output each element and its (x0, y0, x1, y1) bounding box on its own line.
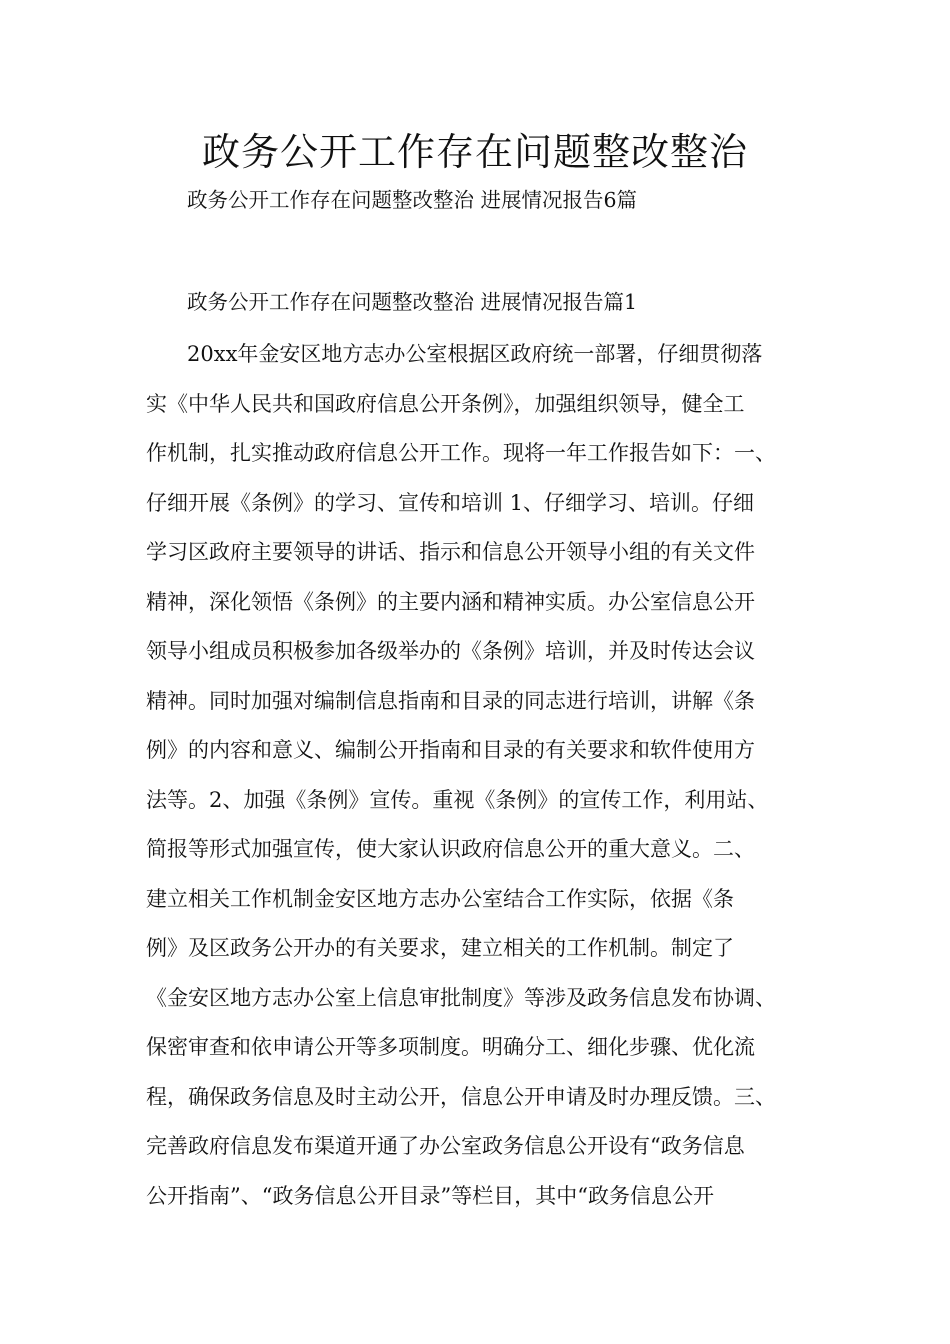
body-line: 实《中华人民共和国政府信息公开条例》，加强组织领导，健全工 (146, 391, 745, 416)
body-line: 20xx年金安区地方志办公室根据区政府统一部署，仔细贯彻落 (187, 342, 763, 366)
section-heading: 政务公开工作存在问题整改整治 进展情况报告篇1 (187, 290, 638, 314)
document-title: 政务公开工作存在问题整改整治 (201, 130, 748, 174)
body-line: 保密审查和依申请公开等多项制度。明确分工、细化步骤、优化流 (146, 1035, 755, 1059)
body-line: 完善政府信息发布渠道开通了办公室政务信息公开设有“政务信息 (146, 1134, 745, 1158)
body-line: 法等。2、加强《条例》宣传。重视《条例》的宣传工作，利用站、 (146, 787, 769, 812)
body-line: 学习区政府主要领导的讲话、指示和信息公开领导小组的有关文件 (146, 540, 755, 564)
body-line: 精神。同时加强对编制信息指南和目录的同志进行培训，讲解《条 (146, 688, 755, 713)
body-line: 公开指南”、“政务信息公开目录”等栏目，其中“政务信息公开 (146, 1183, 714, 1208)
body-line: 精神，深化领悟《条例》的主要内涵和精神实质。办公室信息公开 (146, 589, 755, 614)
body-line: 作机制，扎实推动政府信息公开工作。现将一年工作报告如下：一、 (146, 441, 776, 465)
body-line: 仔细开展《条例》的学习、宣传和培训 1、仔细学习、培训。仔细 (146, 490, 755, 515)
body-line: 程，确保政务信息及时主动公开，信息公开申请及时办理反馈。三、 (146, 1084, 776, 1109)
body-line: 领导小组成员积极参加各级举办的《条例》培训，并及时传达会议 (146, 639, 755, 663)
body-line: 简报等形式加强宣传，使大家认识政府信息公开的重大意义。二、 (146, 837, 755, 861)
body-line: 《金安区地方志办公室上信息审批制度》等涉及政务信息发布协调、 (146, 985, 776, 1010)
body-line: 例》的内容和意义、编制公开指南和目录的有关要求和软件使用方 (146, 738, 755, 762)
body-line: 例》及区政务公开办的有关要求，建立相关的工作机制。制定了 (146, 936, 734, 960)
body-text (146, 336, 846, 1227)
body-line: 建立相关工作机制金安区地方志办公室结合工作实际，依据《条 (146, 886, 734, 911)
document-subtitle: 政务公开工作存在问题整改整治 进展情况报告6篇 (187, 188, 638, 212)
